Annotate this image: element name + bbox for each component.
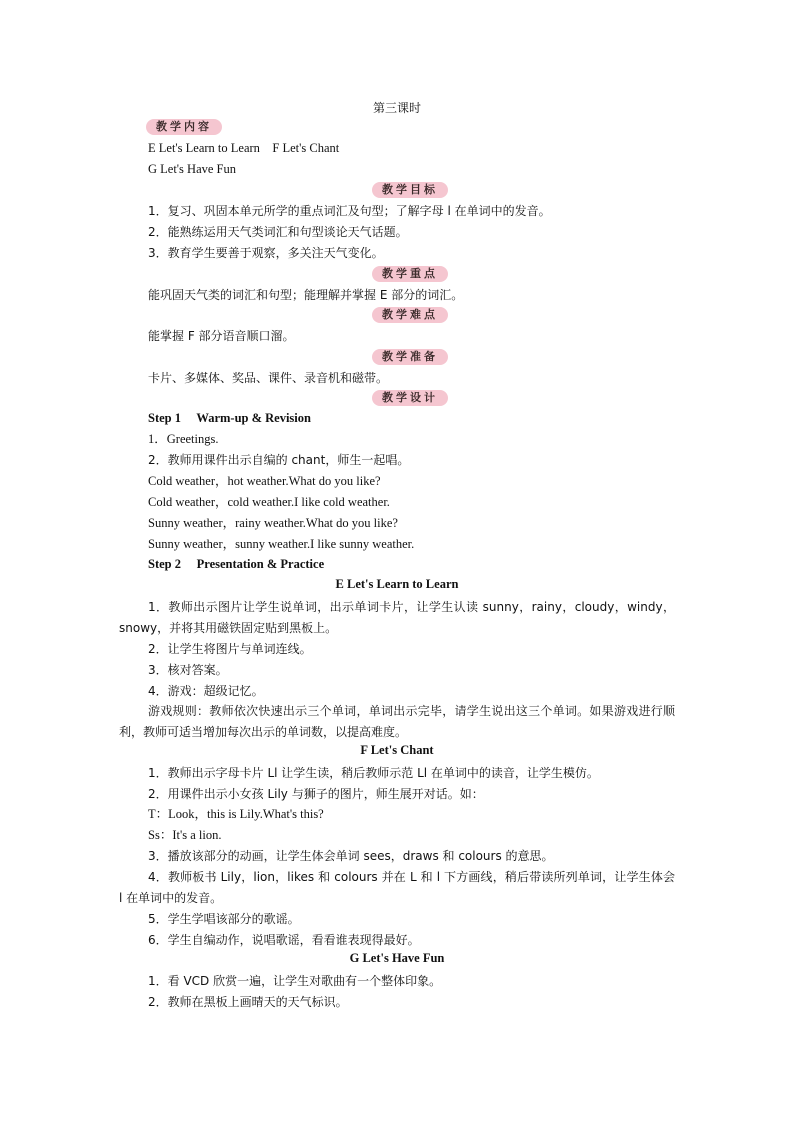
step1-line-2: 2．教师用课件出示自编的 chant，师生一起唱。 — [148, 453, 410, 467]
section-g-para-2: 2．教师在黑板上画晴天的天气标识。 — [148, 995, 348, 1009]
game-rules-paragraph: 游戏规则：教师依次快速出示三个单词，单词出示完毕，请学生说出这三个单词。如果游戏进行顺利，教师可适当增加每次出示的单词数，以提高难度。 — [119, 704, 675, 739]
key-points-text: 能巩固天气类的词汇和句型；能理解并掌握 E 部分的词汇。 — [148, 288, 464, 302]
goal-3: 3．教育学生要善于观察，多关注天气变化。 — [148, 246, 384, 260]
section-e-para-3: 3．核对答案。 — [148, 663, 228, 677]
chant-line-3: Sunny weather，rainy weather.What do you like? — [148, 516, 398, 530]
section-f-para-6: 6．学生自编动作，说唱歌谣，看看谁表现得最好。 — [148, 933, 420, 947]
chant-line-4: Sunny weather，sunny weather.I like sunny weather. — [148, 537, 415, 551]
section-e-para-2: 2．让学生将图片与单词连线。 — [148, 642, 312, 656]
badge-teaching-content: 教学内容 — [146, 119, 222, 135]
content-line-1: E Let's Learn to Learn F Let's Chant — [148, 141, 340, 155]
section-g-para-1: 1．看 VCD 欣赏一遍，让学生对歌曲有一个整体印象。 — [148, 974, 442, 988]
section-f-title: F Let's Chant — [360, 743, 434, 757]
content-line-2: G Let's Have Fun — [148, 162, 237, 176]
page-title: 第三课时 — [372, 101, 421, 115]
preparation-text: 卡片、多媒体、奖品、课件、录音机和磁带。 — [148, 371, 389, 385]
chant-line-1: Cold weather，hot weather.What do you like? — [148, 474, 381, 488]
dialogue-students: Ss：It's a lion. — [148, 828, 222, 842]
section-e-para-1: 1．教师出示图片让学生说单词，出示单词卡片，让学生认读 sunny，rainy，cloudy，windy，snowy，并将其用磁铁固定贴到黑板上。 — [119, 600, 675, 635]
dialogue-teacher: T：Look，this is Lily.What's this? — [148, 807, 324, 821]
badge-preparation: 教学准备 — [372, 349, 448, 365]
badge-teaching-design: 教学设计 — [372, 390, 448, 406]
badge-key-points: 教学重点 — [372, 266, 448, 282]
step1-line-1: 1．Greetings. — [148, 432, 219, 446]
section-f-para-5: 5．学生学唱该部分的歌谣。 — [148, 912, 300, 926]
section-f-para-1: 1．教师出示字母卡片 Ll 让学生读，稍后教师示范 Ll 在单词中的读音，让学生模仿。 — [148, 766, 599, 780]
goal-2: 2．能熟练运用天气类词汇和句型谈论天气话题。 — [148, 225, 408, 239]
step2-heading: Step 2 Presentation & Practice — [148, 557, 325, 571]
section-e-para-4: 4．游戏：超级记忆。 — [148, 684, 264, 698]
chant-line-2: Cold weather，cold weather.I like cold weather. — [148, 495, 390, 509]
goal-1: 1．复习、巩固本单元所学的重点词汇及句型；了解字母 l 在单词中的发音。 — [148, 204, 551, 218]
section-f-para-4: 4．教师板书 Lily，lion，likes 和 colours 并在 L 和 l 下方画线，稍后带读所列单词，让学生体会 l 在单词中的发音。 — [119, 870, 675, 905]
step1-heading: Step 1 Warm-up & Revision — [148, 411, 311, 425]
section-e-title: E Let's Learn to Learn — [335, 577, 459, 591]
section-f-para-2: 2．用课件出示小女孩 Lily 与狮子的图片，师生展开对话。如： — [148, 787, 484, 801]
section-g-title: G Let's Have Fun — [349, 951, 445, 965]
badge-difficulties: 教学难点 — [372, 307, 448, 323]
section-f-para-3: 3．播放该部分的动画，让学生体会单词 sees，draws 和 colours 的意思。 — [148, 849, 554, 863]
difficulties-text: 能掌握 F 部分语音顺口溜。 — [148, 329, 295, 343]
badge-teaching-goals: 教学目标 — [372, 182, 448, 198]
